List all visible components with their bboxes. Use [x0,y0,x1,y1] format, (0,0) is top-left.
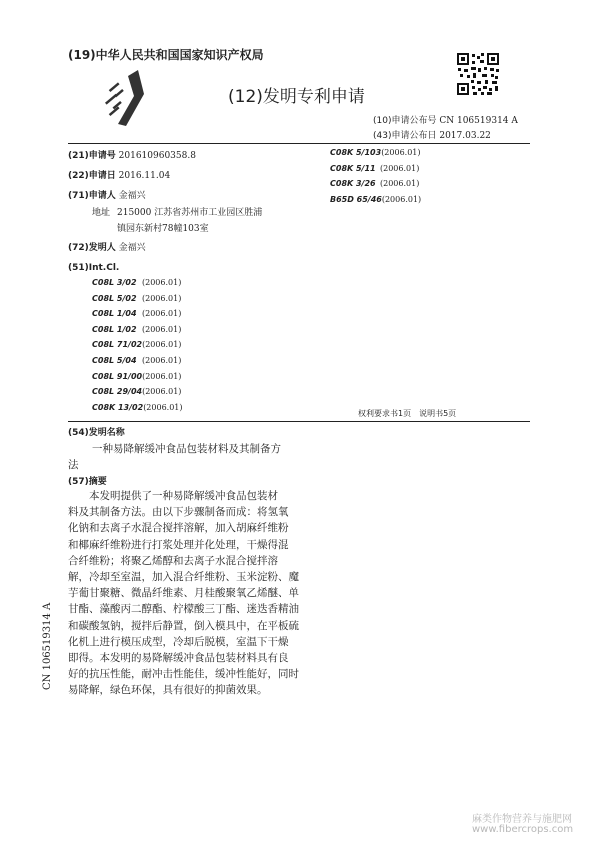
address-line-1: 215000 江苏省苏州市工业园区胜浦 [117,208,263,218]
intcl-code: C08K 5/103 [330,148,382,157]
invention-title-label: (54)发明名称 [68,428,125,438]
intcl-code: C08L 71/02 [92,340,143,350]
publication-number [373,113,518,126]
header-divider [68,143,530,144]
intcl-version: (2006.01) [142,324,182,334]
intcl-row [92,294,181,303]
intcl-row [92,309,181,318]
address-line-2: 镇园东新村78幢103室 [117,224,209,234]
cnipa-logo-icon [98,66,154,130]
inventor-label: (72)发明人 [68,243,116,253]
application-number-value: 201610960358.8 [118,151,196,161]
abstract-body [68,488,300,699]
intcl-code: C08L 5/02 [92,293,137,303]
applicant-value: 金福兴 [118,191,146,201]
intcl-code: C08K 5/11 [330,163,376,173]
inventor [68,240,146,253]
abstract-line: 和椰麻纤维粉进行打浆处理并化处理，干燥得混 [68,538,289,551]
intcl-row [92,325,181,334]
inventor-value: 金福兴 [118,243,146,253]
intcl-version: (2006.01) [142,278,182,287]
intcl-code: C08L 5/04 [92,356,137,365]
intcl-version: (2006.01) [142,387,182,397]
intcl-row [92,372,181,381]
intcl-version: (2006.01) [143,402,183,412]
intcl-version: (2006.01) [380,179,420,189]
intcl-version: (2006.01) [142,340,182,350]
intcl-row [92,278,181,287]
intcl-version: (2006.01) [142,371,182,381]
applicant-label: (71)申请人 [68,191,116,201]
pages-note: 权利要求书1页 说明书5页 [358,409,457,418]
document-type-title: (12)发明专利申请 [228,87,365,107]
watermark-site-name: 麻类作物营养与施肥网 [472,814,572,825]
abstract-line: 好的抗压性能，耐冲击性能佳，缓冲性能好，同时 [68,668,299,681]
abstract-line: 合纤维粉；将聚乙烯醇和去离子水混合搅拌溶 [68,554,278,567]
intcl-code: C08L 1/04 [92,309,137,319]
intcl-right-row [330,179,419,188]
intcl-code: C08L 1/02 [92,324,137,334]
intcl-right-row [330,148,421,157]
filing-date-value: 2016.11.04 [118,171,171,181]
intcl-row [92,403,183,412]
abstract-line: 甘酯、藻酸丙二醇酯、柠檬酸三丁酯、迷迭香精油 [68,603,299,616]
abstract-line: 即得。本发明的易降解缓冲食品包装材料具有良 [68,652,289,665]
address-label: 地址 [92,208,111,218]
intcl-row [92,340,181,349]
filing-date [68,168,170,181]
application-number-label: (21)申请号 [68,151,116,161]
applicant [68,188,146,201]
watermark-url: www.fibercrops.com [472,824,574,835]
abstract-line: 解，冷却至室温，加入混合纤维粉、玉米淀粉、魔 [68,571,299,584]
abstract-line: 芋葡甘聚糖、微晶纤维素、月桂酸聚氧乙烯醚、单 [68,587,299,600]
qr-code-icon [456,52,500,96]
intcl-version: (2006.01) [142,309,182,319]
invention-title-line-2: 法 [68,459,79,471]
section-divider [68,421,530,422]
abstract-line: 和碳酸氢钠，搅拌后静置，倒入模具中，在平板硫 [68,619,299,632]
invention-title-line-1: 一种易降解缓冲食品包装材料及其制备方 [92,443,281,455]
abstract-label: (57)摘要 [68,477,107,487]
side-publication-number: CN 106519314 A [42,602,53,690]
intcl-right-row [330,164,419,173]
intcl-code: C08L 29/04 [92,387,143,397]
publication-number-value: CN 106519314 A [439,116,518,126]
publication-date [373,128,491,141]
publication-date-label: (43)申请公布日 [373,131,437,141]
abstract-line: 料及其制备方法。由以下步骤制备而成：将氢氧 [68,506,289,519]
intcl-version: (2006.01) [142,356,182,365]
intcl-version: (2006.01) [381,194,422,204]
intcl-code: C08L 91/00 [92,371,143,381]
intcl-right-row [330,195,421,204]
intcl-row [92,387,181,396]
abstract-line: 化机上进行模压成型，冷却后脱模，室温下干燥 [68,635,289,648]
application-number [68,148,196,161]
intcl-code: C08K 3/26 [330,179,376,189]
intcl-version: (2006.01) [142,293,182,303]
filing-date-label: (22)申请日 [68,171,116,181]
publication-date-value: 2017.03.22 [439,131,491,141]
intcl-version: (2006.01) [380,163,420,173]
publication-number-label: (10)申请公布号 [373,116,437,126]
abstract-line: 易降解，绿色环保，具有很好的抑菌效果。 [68,684,268,697]
office-name: (19)中华人民共和国国家知识产权局 [68,48,264,62]
intcl-row [92,356,181,365]
intcl-code: C08K 13/02 [92,402,144,412]
abstract-line: 化钠和去离子水混合搅拌溶解，加入胡麻纤维粉 [68,522,289,535]
intcl-code: B65D 65/46 [330,194,382,204]
intcl-label: (51)Int.Cl. [68,263,120,273]
abstract-line: 本发明提供了一种易降解缓冲食品包装材 [89,490,278,502]
intcl-code: C08L 3/02 [92,278,137,287]
intcl-version: (2006.01) [381,148,421,157]
